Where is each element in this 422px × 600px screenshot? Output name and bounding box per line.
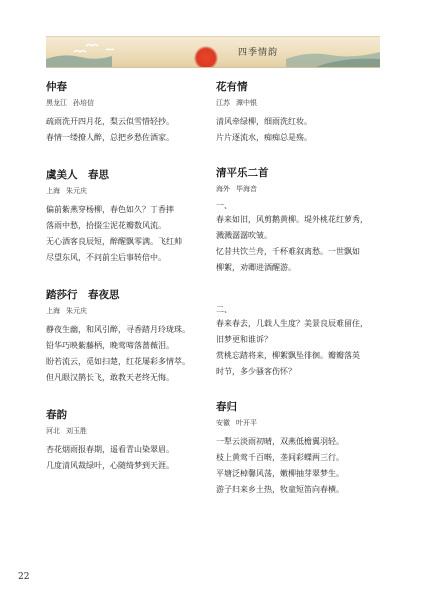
- poem-line: 旧梦更和谁诉？: [216, 335, 272, 344]
- poem-line: 游子归来乡土热，牧童短笛向春横。: [216, 485, 344, 494]
- header-banner: [46, 36, 380, 68]
- banner-title: 四季情韵: [238, 48, 279, 58]
- poem-title: 花有情: [216, 81, 248, 93]
- poem-title: 虞美人 春思: [46, 169, 109, 181]
- poem-line: 铅华巧映紫藤柄，晚莺啼落蔷薇泪。: [46, 341, 174, 350]
- author-name: 叶开平: [236, 419, 257, 427]
- poem-line: 杏花烟雨报春期，遥看青山染翠眉。: [46, 445, 174, 454]
- poem-line: 疏雨洗开四月花，梨云似雪惜轻抄。: [46, 117, 174, 126]
- author-name: 朱元庆: [66, 307, 87, 315]
- poem-block: [216, 80, 386, 146]
- author-name: 朱元庆: [66, 187, 87, 195]
- poem-author: [216, 418, 386, 428]
- poem-author: [46, 306, 206, 316]
- poem-line: 尽望东风，不问前尘后事转倍中。: [46, 253, 166, 262]
- poem-line: 一犁云淡雨初晴，双燕低檐翼羽轻。: [216, 437, 344, 446]
- poem-block: [46, 80, 206, 146]
- poem-line: 忆昔共饮兰舟，千杯难叙离愁。一世飘如: [216, 247, 360, 256]
- poem-block: [46, 168, 206, 266]
- page-number: 22: [18, 572, 30, 582]
- poem-line: 溅溅潺潺吹皱。: [216, 231, 272, 240]
- poem-author: [46, 426, 206, 436]
- author-name: 刘玉胜: [66, 427, 87, 435]
- section-label: 二、: [216, 305, 232, 314]
- poem-line: 春来如旧，风剪鹅黄柳。堤外桃花红萝秀，: [216, 215, 368, 224]
- poem-block: [216, 166, 386, 380]
- poem-line: 落雨中愁，拾掇尘泥花瓣数风流。: [46, 221, 166, 230]
- poem-block: [46, 408, 206, 474]
- poem-author: [216, 98, 386, 108]
- poem-line: 但凡眼汉鹊长飞，敢教天老终无悔。: [46, 373, 174, 382]
- author-name: 毕海音: [236, 185, 257, 193]
- poem-title: 春归: [216, 401, 237, 413]
- author-region: 海外: [216, 185, 230, 193]
- poem-line: 平塘泛棹馨风荡，嫩柳抽芽翠梦生。: [216, 469, 344, 478]
- poem-line: 偏前紫燕穿杨柳，春色如久？丁香摔: [46, 205, 174, 214]
- poem-author: [46, 98, 206, 108]
- poem-title: 春韵: [46, 409, 67, 421]
- poem-block: [216, 400, 386, 498]
- poem-line: 春情一缕撩人醉，总把乡愁佐酒家。: [46, 133, 174, 142]
- poem-line: 赏桃忘踏将来，柳絮飘坠徘徊。瓣瓣落英: [216, 351, 360, 360]
- poem-title: 仲春: [46, 81, 67, 93]
- poem-author: [46, 186, 206, 196]
- poem-line: 枝上黄莺千百啭，垄间彩蝶两三行。: [216, 453, 344, 462]
- poem-line: 几度清风裁绿叶，心随绮梦到天涯。: [46, 461, 174, 470]
- right-column: [216, 80, 386, 498]
- section-label: 一、: [216, 201, 232, 210]
- poem-line: 盼若流云，觅如扫楚，红花屡彩多情萃。: [46, 357, 190, 366]
- author-region: 上海: [46, 307, 60, 315]
- left-column: [46, 80, 206, 474]
- author-region: 上海: [46, 187, 60, 195]
- poem-line: 清风牵绿柳，细雨洗红妆。: [216, 117, 312, 126]
- poem-block: [46, 288, 206, 386]
- author-region: 河北: [46, 427, 60, 435]
- poem-line: 时节，多少骚客伤怀？: [216, 367, 296, 376]
- poem-line: 静夜生幽，和风引醉，寻香踏月玲珑珠。: [46, 325, 190, 334]
- poem-line: 无心酒客良辰短，醉醒飘零满。飞红帅: [46, 237, 182, 246]
- poem-line: 春来春去，几载人生度？美景良辰难留住，: [216, 319, 368, 328]
- author-name: 潭中银: [236, 99, 257, 107]
- author-region: 江苏: [216, 99, 230, 107]
- poem-line: 片片逐流水，痴痴总是殇。: [216, 133, 312, 142]
- author-region: 安徽: [216, 419, 230, 427]
- author-region: 黑龙江: [46, 99, 67, 107]
- poem-title: 清平乐二首: [216, 167, 269, 179]
- poem-line: 柳絮，劝卿进酒醒游。: [216, 263, 296, 272]
- poem-author: [216, 184, 386, 194]
- author-name: 孙培信: [73, 99, 94, 107]
- sun-icon: [194, 46, 218, 68]
- poem-title: 踏莎行 春夜思: [46, 289, 120, 301]
